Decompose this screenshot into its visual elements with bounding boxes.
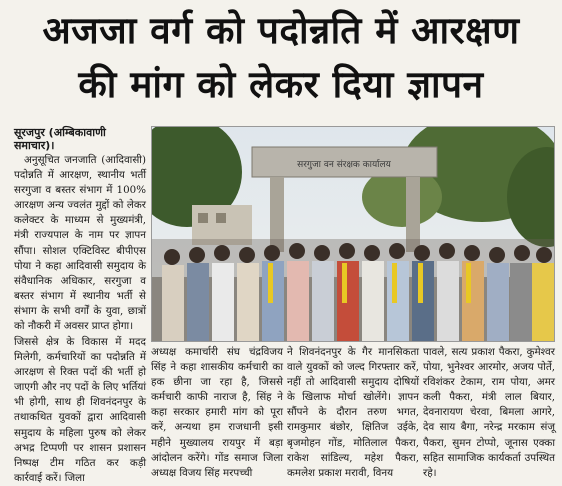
headline-line-1: अजजा वर्ग को पदोन्नति में आरक्षण <box>42 9 520 52</box>
article-column-left-top <box>14 153 146 334</box>
gate-sign-text: सरगुजा वन संरक्षक कार्यालय <box>297 160 391 170</box>
article-paragraph: ने शिवनंदनपुर के गैर मानसिकता वाले युवकों को जल्द गिरफ्तार करें, नहीं तो आदिवासी समुदाय दोषियों के खिलाफ मोर्चा खोलेंगे। ज्ञापन सौंपने के दौरान तरुण भगत, रामकुमार बंछोर, क्षितिज उईके, बृजमोहन गोंड, मोतिलाल पैकरा, राकेश सांडिल्य, महेश पैकरा, कमलेश प्रकाश मरावी, विनय <box>287 346 419 479</box>
article-column-3 <box>287 345 419 481</box>
news-photo <box>151 126 555 342</box>
dateline: सूरजपुर (अम्बिकावाणी समाचार)। <box>14 126 106 152</box>
article-column-4 <box>423 345 555 481</box>
article-column-left-bottom <box>14 335 146 486</box>
article-paragraph: जिससे क्षेत्र के विकास में मदद मिलेगी, कर्मचारियों का पदोन्नति में आरक्षण से रिक्त पदों की भर्ती हो जाएगी और नए पदों के लिए भर्तियां भी होगी, साथ ही शिवनंदनपुर के तथाकथित युवकों द्वारा आदिवासी समुदाय के महिला पुरुष को लेकर अभद्र टिप्पणी पर शासन प्रशासन निष्पक्ष टीम गठित कर कड़ी कार्रवाई करें। जिला <box>14 336 146 484</box>
article-column-2 <box>151 345 283 481</box>
article-paragraph: अनुसूचित जनजाति (आदिवासी) पदोन्नति में आरक्षण, स्थानीय भर्ती सरगुजा व बस्तर संभाग में 100% आरक्षण अन्य ज्वलंत मुद्दों को लेकर कलेक्टर के माध्यम से मुख्यमंत्री, मंत्री राज्यपाल के नाम पर ज्ञापन सौंपा। सोशल एक्टिविस्ट बीपीएस पोया ने कहा आदिवासी समुदाय के संवैधानिक अधिकार, सरगुजा व बस्तर संभाग में स्थानीय भर्ती से संभाग के सभी वर्गों के युवा, छात्रों को नौकरी में अवसर प्राप्त होगा। <box>14 154 146 333</box>
headline <box>0 4 562 112</box>
headline-line-2: की मांग को लेकर दिया ज्ञापन <box>78 63 484 106</box>
article-paragraph: अध्यक्ष कमार्चारी संघ चंद्रविजय सिंह ने कहा शासकीय कर्मचारी का हक छीना जा रहा है, जिससे कर्मचारी काफी नाराज है, सिंह ने कहा सरकार हमारी मांग को पूरा करें, अन्यथा हम राजधानी इसी महीने मुख्यालय रायपुर में बड़ा आंदोलन करेंगे। गोंड समाज जिला अध्यक्ष विजय सिंह मरपच्ची <box>151 346 283 479</box>
protest-photo-illustration <box>152 127 554 341</box>
article-paragraph: पावले, सत्य प्रकाश पैकरा, कुमेश्वर पोया, भुनेश्वर आरमोर, अजय पोर्ते, रविशंकर टेकाम, राम पोया, अमर कली पैकरा, मंत्री लाल बियार, देवनारायण चेरवा, बिमला आगरे, देव साय बैगा, नरेन्द्र मरकाम संजू पैकरा, सुमन टोप्पो, जूनास एक्का सहित सामाजिक कार्यकर्ता उपस्थित रहे। <box>423 346 555 479</box>
